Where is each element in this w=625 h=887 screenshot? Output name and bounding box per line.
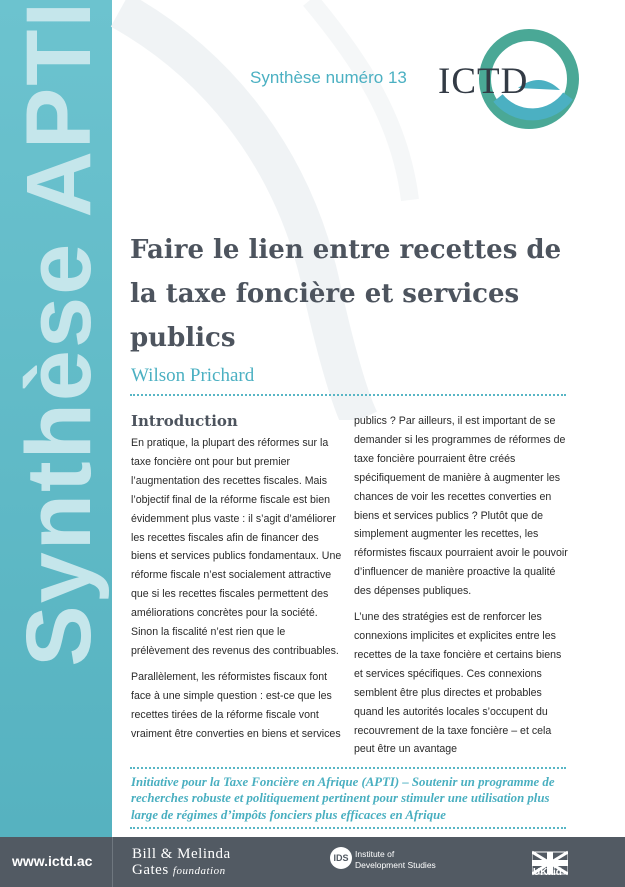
text-column-1: [131, 412, 345, 744]
ictd-logo-text: ICTD: [438, 61, 529, 102]
ids-name-line1: Institute of: [355, 849, 395, 859]
gates-foundation-logo-line2: [132, 862, 226, 879]
paragraph: Parallèlement, les réformistes fiscaux font face à une simple question : est-ce que les recettes tirées de la réforme fiscale vont vraiment être converties en biens et services: [131, 670, 341, 740]
ids-logo-icon: IDS: [330, 847, 352, 869]
divider-footer: [130, 827, 566, 829]
document-title: Faire le lien entre recettes de la taxe foncière et services publics: [130, 235, 562, 353]
paragraph: L’une des stratégies est de renforcer les connexions implicites et explicites entre les recettes de la taxe foncière et certains biens et services spécifiques. Ces connexions semblent être plus directes et probables quand les autorités locales s’occupent du recouvrement de la taxe foncière – et cela peut être un avantage: [354, 611, 562, 756]
series-label: Synthèse numéro 13: [250, 68, 407, 87]
text-column-2: [354, 412, 568, 759]
sidebar-title: Synthèse APTI: [8, 0, 110, 667]
website-link[interactable]: www.ictd.ac: [12, 853, 93, 869]
gates-foundation-logo-line1: Bill & Melinda: [132, 846, 231, 862]
gates-sub: foundation: [172, 865, 226, 877]
paragraph: publics ? Par ailleurs, il est important de se demander si les programmes de réformes de taxe foncière pourraient être créés spécifiquement de manière à augmenter les chances de voir les recettes converties en biens et services publics ? Plutôt que de simplement augmenter les recettes, les réformistes fiscaux pourraient avoir le pouvoir d’influencer de manière proactive la qualité des dépenses publiques.: [354, 415, 568, 598]
ids-name-line2: Development Studies: [355, 860, 436, 870]
bar-divider: [112, 837, 113, 887]
section-heading: Introduction: [131, 412, 238, 430]
divider-bottom: [130, 767, 566, 769]
initiative-statement: Initiative pour la Taxe Foncière en Afrique (APTI) – Soutenir un programme de recherches robuste et politiquement pertinent pour stimuler une utilisation plus large de régimes d’impôts fonciers plus efficaces en Afrique: [131, 775, 555, 822]
gates-name: Gates: [132, 862, 169, 878]
divider-top: [130, 394, 566, 396]
author-name: Wilson Prichard: [131, 365, 255, 386]
sidebar-band: [0, 0, 112, 837]
ukaid-logo: UKaid: [533, 867, 562, 878]
paragraph: En pratique, la plupart des réformes sur la taxe foncière ont pour but premier l’augmentation des recettes fiscales. Mais l’objectif final de la réforme fiscale est bien évidemment plus vaste : il s’agit d’améliorer les recettes fiscales afin de financer des biens et services publics fondamentaux. Une réforme fiscale n’est socialement attractive que si les recettes fiscales permettent des améliorations concrètes pour la société. Sinon la fiscalité n’est rien que le prélèvement des revenus des contribuables.: [131, 437, 342, 657]
